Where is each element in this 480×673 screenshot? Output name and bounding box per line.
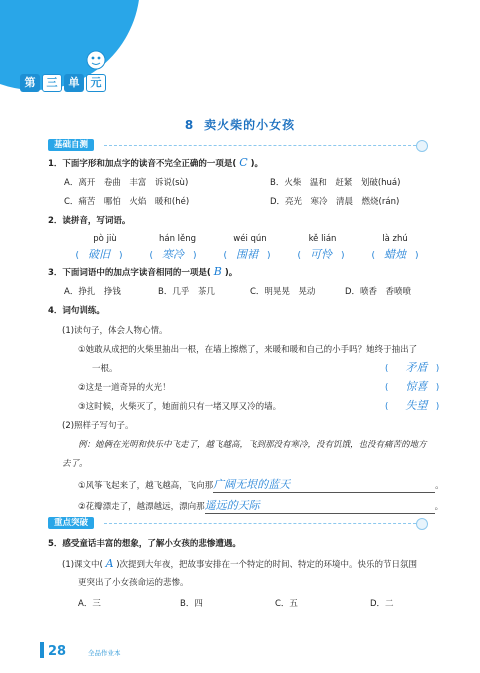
sentence: ③这时候，火柴灭了，她面前只有一堵又厚又冷的墙。 (78, 402, 282, 412)
answer: C (239, 156, 248, 169)
sentence: ②花瓣漂走了，越漂越远，漂向那 (78, 502, 205, 512)
answer-box: ( 可怜 ) (297, 248, 345, 261)
dot-icon (416, 518, 428, 530)
mascot-icon (85, 48, 107, 72)
answer-box: ( 惊喜 ) (385, 380, 440, 393)
answer: 遥远的天际 (204, 499, 260, 512)
answer-box: ( 蜡烛 ) (371, 248, 419, 261)
unit-label (20, 74, 106, 92)
answer-box: ( 矛盾 ) (385, 361, 440, 374)
option: D．喷香 香喷喷 (345, 287, 412, 297)
question-3 (48, 265, 237, 278)
lesson-number: 8 (184, 118, 195, 132)
unit-char: 第 (20, 74, 40, 92)
page-marker (40, 642, 44, 658)
sub-question: (1)读句子，体会人物心情。 (62, 326, 168, 336)
section-tag: 基础自测 (48, 139, 94, 151)
lesson-name: 卖火柴的小女孩 (204, 118, 296, 132)
option: A．挣扎 挣钱 (64, 287, 121, 297)
question-stem: 3．下面词语中的加点字读音相同的一项是( (48, 268, 211, 278)
answer: 寒冷 (162, 248, 184, 261)
option: A．离开 卷曲 丰富 诉说(sù) (64, 178, 189, 188)
answer: 广阔无垠的蓝天 (213, 478, 291, 491)
divider (104, 145, 416, 146)
question-close: )。 (250, 159, 264, 169)
answer: 破旧 (88, 248, 110, 261)
option: B．四 (180, 599, 203, 609)
option: B．火柴 温和 赶紧 划破(huá) (270, 178, 401, 188)
period: 。 (435, 481, 444, 491)
answer-box: ( 寒冷 ) (149, 248, 197, 261)
option: B．几乎 茶几 (158, 287, 215, 297)
answer-box: ( 破旧 ) (75, 248, 123, 261)
answer: 失望 (405, 399, 428, 412)
answer: 蜡烛 (384, 248, 406, 261)
pinyin: wéi qún (233, 234, 267, 244)
unit-char: 元 (86, 74, 106, 92)
pinyin: kě lián (308, 234, 337, 244)
fill-sentence (78, 476, 444, 493)
question-5: 5．感受童话丰富的想象，了解小女孩的悲惨遭遇。 (48, 539, 241, 549)
question-close: )。 (224, 268, 238, 278)
pinyin: pò jiù (93, 234, 117, 244)
option: C．五 (275, 599, 298, 609)
sentence: ①她敢从成把的火柴里抽出一根，在墙上擦燃了，来暖和暖和自己的小手吗？她终于抽出了 (78, 345, 418, 355)
question-1 (48, 156, 263, 169)
option: C．明晃晃 晃动 (250, 287, 316, 297)
example: 去了。 (62, 459, 88, 469)
option: D．亮光 寒冷 清晨 燃烧(rán) (270, 197, 400, 207)
answer: 惊喜 (405, 380, 428, 393)
page-number: 28 (48, 644, 67, 659)
answer: 围裙 (236, 248, 258, 261)
answer: 可怜 (310, 248, 332, 261)
dot-icon (416, 140, 428, 152)
sentence: (1)课文中( (62, 560, 103, 570)
section-bar-key (48, 517, 428, 529)
option: A．三 (78, 599, 101, 609)
sub-question (62, 557, 417, 570)
fill-sentence (78, 497, 443, 514)
sentence: 一根。 (92, 364, 118, 374)
answer: B (213, 265, 222, 278)
sentence: )次提到大年夜，把故事安排在一个特定的时间、特定的环境中。快乐的节日氛围 (116, 560, 418, 570)
example: 例：她俩在光明和快乐中飞走了，越飞越高，飞到那没有寒冷，没有饥饿，也没有痛苦的地方 (78, 440, 427, 450)
period: 。 (434, 502, 444, 512)
option: C．痛苦 哪怕 火焰 暖和(hé) (64, 197, 190, 207)
pinyin-row (70, 234, 430, 244)
unit-char: 三 (42, 74, 62, 92)
sentence: ②这是一道奇异的火光！ (78, 383, 171, 393)
sentence: 更突出了小女孩命运的悲惨。 (78, 578, 189, 588)
answer-box: ( 失望 ) (385, 399, 440, 412)
sentence: ①风筝飞起来了，越飞越高，飞向那 (78, 481, 214, 491)
option: D．二 (370, 599, 394, 609)
unit-char: 单 (64, 74, 84, 92)
answer-box: ( 围裙 ) (223, 248, 271, 261)
section-tag: 重点突破 (48, 517, 94, 529)
answer: A (105, 557, 114, 570)
sub-question: (2)照样子写句子。 (62, 421, 134, 431)
question-4: 4．词句训练。 (48, 306, 105, 316)
pinyin: hán lěng (158, 234, 197, 244)
question-2: 2．读拼音，写词语。 (48, 216, 131, 226)
book-name: 全品作业本 (88, 649, 121, 657)
pinyin-answers (62, 246, 432, 262)
answer: 矛盾 (405, 361, 428, 374)
question-stem: 1．下面字形和加点字的读音不完全正确的一项是( (48, 159, 237, 169)
divider (104, 523, 416, 524)
pinyin: là zhú (382, 234, 408, 244)
lesson-title (0, 116, 480, 133)
section-bar-basic (48, 139, 428, 151)
